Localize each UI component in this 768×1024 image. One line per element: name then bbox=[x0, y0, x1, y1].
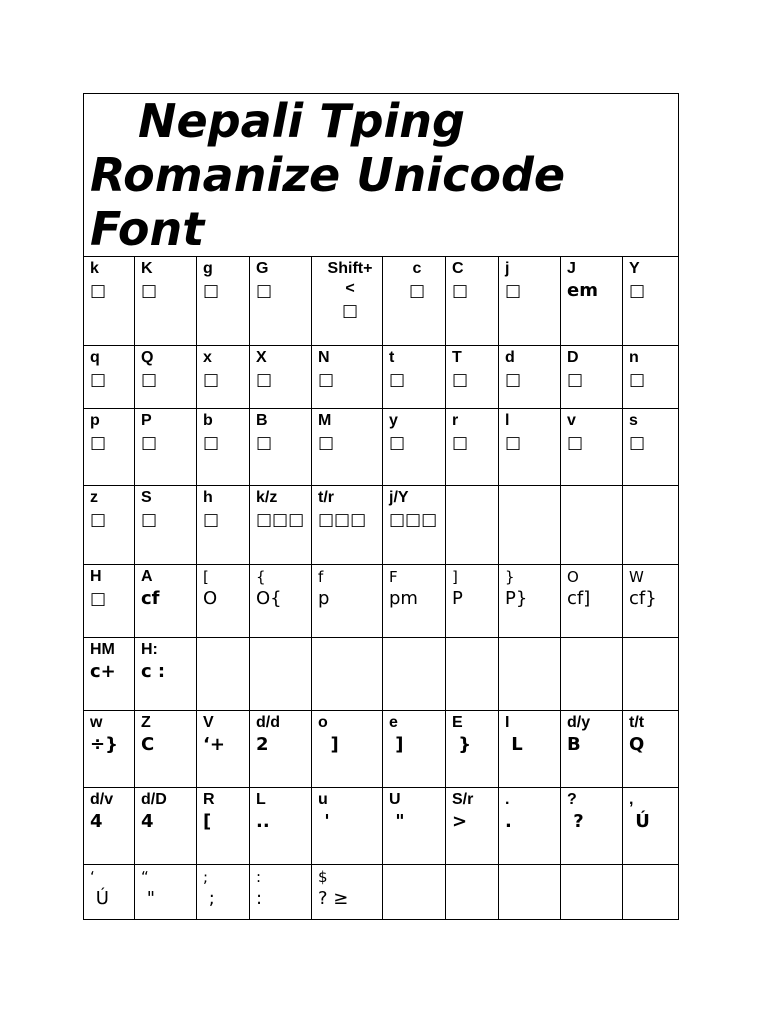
glyph-output: P bbox=[452, 588, 463, 609]
keymap-cell bbox=[250, 257, 312, 346]
keymap-cell bbox=[312, 257, 383, 346]
keymap-cell bbox=[499, 711, 561, 788]
key-label: F bbox=[389, 568, 398, 586]
keymap-row bbox=[84, 565, 679, 638]
key-label: . bbox=[505, 791, 510, 808]
keymap-row bbox=[84, 865, 679, 920]
keymap-cell bbox=[499, 257, 561, 346]
glyph-output: □ bbox=[203, 281, 220, 301]
keymap-cell bbox=[623, 257, 679, 346]
key-label: s bbox=[629, 412, 638, 429]
glyph-output: " bbox=[389, 811, 405, 832]
keymap-cell bbox=[84, 409, 135, 486]
keymap-cell bbox=[312, 711, 383, 788]
keymap-cell bbox=[135, 565, 197, 638]
glyph-output: □ bbox=[141, 281, 158, 301]
glyph-output: ? bbox=[567, 811, 584, 832]
glyph-output: } bbox=[452, 734, 472, 755]
key-label: Z bbox=[141, 714, 151, 731]
keymap-cell bbox=[446, 711, 499, 788]
glyph-output: □ bbox=[408, 281, 426, 301]
keymap-cell bbox=[623, 711, 679, 788]
keymap-cell bbox=[312, 865, 383, 920]
key-label: T bbox=[452, 349, 462, 366]
glyph-output: c+ bbox=[90, 661, 116, 682]
keymap-cell bbox=[446, 257, 499, 346]
glyph-output: 4 bbox=[90, 811, 103, 832]
keymap-cell bbox=[623, 638, 679, 711]
keymap-cell bbox=[84, 346, 135, 409]
key-label: c bbox=[412, 260, 422, 277]
key-label: z bbox=[90, 489, 98, 506]
key-label: P bbox=[141, 412, 152, 429]
key-label: I bbox=[505, 714, 510, 731]
key-label: v bbox=[567, 412, 576, 429]
keymap-cell bbox=[135, 865, 197, 920]
keymap-cell bbox=[561, 788, 623, 865]
keymap-cell bbox=[446, 409, 499, 486]
glyph-output: cf} bbox=[629, 588, 657, 609]
glyph-output: ] bbox=[389, 734, 404, 755]
keymap-cell bbox=[197, 865, 250, 920]
glyph-output: 2 bbox=[256, 734, 269, 755]
nepali-keymap-table bbox=[83, 93, 679, 920]
glyph-output: O{ bbox=[256, 588, 282, 609]
keymap-cell bbox=[197, 565, 250, 638]
key-label: N bbox=[318, 349, 330, 366]
glyph-output: C bbox=[141, 734, 155, 755]
keymap-cell bbox=[84, 486, 135, 565]
glyph-output: > bbox=[452, 811, 468, 832]
key-label: H: bbox=[141, 641, 158, 658]
keymap-cell bbox=[312, 486, 383, 565]
key-label: n bbox=[629, 349, 639, 366]
glyph-output: □ bbox=[389, 370, 406, 390]
keymap-cell bbox=[623, 409, 679, 486]
keymap-cell bbox=[499, 565, 561, 638]
glyph-output: □□□ bbox=[256, 510, 305, 530]
key-label: d bbox=[505, 349, 515, 366]
key-label: X bbox=[256, 349, 267, 366]
key-label: { bbox=[256, 568, 266, 586]
glyph-output: ' bbox=[318, 811, 330, 832]
keymap-cell bbox=[197, 409, 250, 486]
glyph-output: p bbox=[318, 588, 330, 609]
glyph-output: [ bbox=[203, 811, 212, 832]
key-label: b bbox=[203, 412, 213, 429]
glyph-output: Ú bbox=[90, 888, 109, 909]
glyph-output: □ bbox=[629, 370, 646, 390]
key-label: ] bbox=[452, 568, 458, 586]
glyph-output: L bbox=[505, 734, 523, 755]
key-label: O bbox=[567, 568, 579, 586]
glyph-output: □ bbox=[203, 433, 220, 453]
key-label: t/t bbox=[629, 714, 645, 731]
key-label: $ bbox=[318, 868, 328, 886]
key-label: k bbox=[90, 260, 99, 277]
key-label: f bbox=[318, 568, 324, 586]
key-label: t bbox=[389, 349, 395, 366]
glyph-output: □ bbox=[90, 589, 107, 609]
keymap-cell bbox=[561, 346, 623, 409]
keymap-cell bbox=[84, 865, 135, 920]
key-label: U bbox=[389, 791, 401, 808]
keymap-row bbox=[84, 638, 679, 711]
keymap-cell bbox=[623, 565, 679, 638]
keymap-row bbox=[84, 788, 679, 865]
key-label: ; bbox=[203, 868, 209, 886]
keymap-cell bbox=[446, 788, 499, 865]
key-label: k/z bbox=[256, 489, 278, 506]
glyph-output: Ú bbox=[629, 811, 650, 832]
keymap-cell bbox=[383, 409, 446, 486]
key-label: p bbox=[90, 412, 100, 429]
keymap-cell bbox=[561, 865, 623, 920]
keymap-cell bbox=[135, 409, 197, 486]
keymap-cell bbox=[383, 638, 446, 711]
keymap-cell bbox=[197, 486, 250, 565]
glyph-output: □ bbox=[629, 433, 646, 453]
key-label: A bbox=[141, 568, 153, 585]
keymap-cell bbox=[250, 565, 312, 638]
glyph-output: □ bbox=[318, 433, 335, 453]
keymap-cell bbox=[250, 788, 312, 865]
key-label: t/r bbox=[318, 489, 334, 506]
glyph-output: □ bbox=[256, 370, 273, 390]
glyph-output: □ bbox=[389, 433, 406, 453]
keymap-cell bbox=[446, 565, 499, 638]
key-label: S bbox=[141, 489, 152, 506]
glyph-output: cf bbox=[141, 588, 160, 609]
glyph-output: □ bbox=[90, 433, 107, 453]
keymap-cell bbox=[446, 346, 499, 409]
keymap-cell bbox=[250, 638, 312, 711]
key-label: R bbox=[203, 791, 215, 808]
key-label: M bbox=[318, 412, 332, 429]
keymap-cell bbox=[499, 865, 561, 920]
keymap-cell bbox=[623, 346, 679, 409]
key-label: , bbox=[629, 791, 634, 808]
key-label: : bbox=[256, 868, 262, 886]
keymap-cell bbox=[312, 346, 383, 409]
glyph-output: ? ≥ bbox=[318, 888, 349, 909]
key-label: Shift+ bbox=[327, 260, 373, 277]
glyph-output: pm bbox=[389, 588, 418, 609]
glyph-output: c : bbox=[141, 661, 166, 682]
key-label: r bbox=[452, 412, 459, 429]
keymap-cell bbox=[446, 638, 499, 711]
key-label: Q bbox=[141, 349, 154, 366]
keymap-cell bbox=[383, 257, 446, 346]
key-label: d/D bbox=[141, 791, 167, 808]
keymap-cell bbox=[197, 711, 250, 788]
key-label: G bbox=[256, 260, 269, 277]
keymap-cell bbox=[84, 565, 135, 638]
key-label: Y bbox=[629, 260, 640, 277]
key-label: g bbox=[203, 260, 213, 277]
key-label: S/r bbox=[452, 791, 474, 808]
title-line-2: Romanize Unicode bbox=[90, 148, 566, 202]
key-label: L bbox=[256, 791, 266, 808]
glyph-output: □ bbox=[90, 281, 107, 301]
glyph-output: □ bbox=[141, 433, 158, 453]
glyph-output: 4 bbox=[141, 811, 154, 832]
key-label: } bbox=[505, 568, 515, 586]
keymap-cell bbox=[561, 409, 623, 486]
keymap-cell bbox=[383, 565, 446, 638]
glyph-output: □ bbox=[203, 370, 220, 390]
key-label: q bbox=[90, 349, 100, 366]
key-label: HM bbox=[90, 641, 115, 658]
keymap-cell bbox=[561, 565, 623, 638]
keymap-row bbox=[84, 409, 679, 486]
glyph-output: " bbox=[141, 888, 156, 909]
keymap-cell bbox=[623, 865, 679, 920]
key-label: W bbox=[629, 568, 644, 586]
key-label: ‘ bbox=[90, 868, 95, 886]
key-label: B bbox=[256, 412, 268, 429]
key-label: e bbox=[389, 714, 398, 731]
glyph-output: □ bbox=[90, 510, 107, 530]
glyph-output: □ bbox=[452, 433, 469, 453]
key-label: D bbox=[567, 349, 579, 366]
key-label: w bbox=[90, 714, 103, 731]
glyph-output: □□□ bbox=[389, 510, 438, 530]
key-label: l bbox=[505, 412, 510, 429]
key-label: J bbox=[567, 260, 576, 277]
key-label: d/d bbox=[256, 714, 280, 731]
keymap-cell bbox=[135, 711, 197, 788]
keymap-cell bbox=[250, 865, 312, 920]
glyph-output: □ bbox=[203, 510, 220, 530]
keymap-cell bbox=[499, 486, 561, 565]
glyph-output: □ bbox=[341, 301, 359, 321]
key-label: H bbox=[90, 568, 102, 585]
key-label: j bbox=[505, 260, 510, 277]
key-label: x bbox=[203, 349, 212, 366]
keymap-cell bbox=[135, 486, 197, 565]
glyph-output: □ bbox=[629, 281, 646, 301]
glyph-output: □ bbox=[318, 370, 335, 390]
keymap-cell bbox=[197, 257, 250, 346]
keymap-cell bbox=[84, 711, 135, 788]
glyph-output: □ bbox=[452, 370, 469, 390]
keymap-cell bbox=[312, 565, 383, 638]
keymap-cell bbox=[561, 486, 623, 565]
key-label: C bbox=[452, 260, 464, 277]
keymap-cell bbox=[250, 409, 312, 486]
glyph-output: : bbox=[256, 888, 263, 909]
glyph-output: cf] bbox=[567, 588, 591, 609]
glyph-output: □ bbox=[567, 370, 584, 390]
key-label: u bbox=[318, 791, 328, 808]
keymap-cell bbox=[312, 409, 383, 486]
key-label: o bbox=[318, 714, 328, 731]
keymap-cell bbox=[84, 638, 135, 711]
keymap-cell bbox=[197, 638, 250, 711]
glyph-output: ÷} bbox=[90, 734, 118, 755]
keymap-cell bbox=[623, 788, 679, 865]
keymap-cell bbox=[561, 638, 623, 711]
glyph-output: B bbox=[567, 734, 581, 755]
keymap-cell bbox=[135, 346, 197, 409]
glyph-output: ; bbox=[203, 888, 215, 909]
keymap-cell bbox=[623, 486, 679, 565]
keymap-cell bbox=[446, 486, 499, 565]
keymap-cell bbox=[135, 638, 197, 711]
keymap-row bbox=[84, 486, 679, 565]
keymap-cell bbox=[383, 486, 446, 565]
key-label: “ bbox=[141, 868, 149, 886]
glyph-output: □ bbox=[256, 281, 273, 301]
glyph-output: □ bbox=[505, 281, 522, 301]
title-line-1: Nepali Tping bbox=[138, 94, 465, 148]
keymap-cell bbox=[499, 409, 561, 486]
keymap-cell bbox=[383, 865, 446, 920]
keymap-cell bbox=[250, 711, 312, 788]
glyph-output: □ bbox=[505, 370, 522, 390]
keymap-cell bbox=[197, 788, 250, 865]
keymap-cell bbox=[499, 638, 561, 711]
glyph-output: P} bbox=[505, 588, 528, 609]
keymap-cell bbox=[499, 346, 561, 409]
document-title bbox=[84, 94, 679, 257]
glyph-output: ] bbox=[318, 734, 339, 755]
title-row bbox=[84, 94, 679, 257]
keymap-cell bbox=[135, 257, 197, 346]
keymap-row bbox=[84, 711, 679, 788]
keymap-cell bbox=[135, 788, 197, 865]
glyph-output: □ bbox=[256, 433, 273, 453]
glyph-output: □ bbox=[567, 433, 584, 453]
glyph-output: □□□ bbox=[318, 510, 367, 530]
glyph-output: O bbox=[203, 588, 218, 609]
keymap-row bbox=[84, 257, 679, 346]
glyph-output: □ bbox=[141, 510, 158, 530]
key-label: h bbox=[203, 489, 213, 506]
keymap-cell bbox=[561, 257, 623, 346]
keymap-cell bbox=[312, 788, 383, 865]
key-label: d/y bbox=[567, 714, 591, 731]
keymap-cell bbox=[312, 638, 383, 711]
keymap-cell bbox=[197, 346, 250, 409]
keymap-cell bbox=[561, 711, 623, 788]
glyph-output: em bbox=[567, 280, 598, 301]
glyph-output: □ bbox=[452, 281, 469, 301]
keymap-cell bbox=[250, 486, 312, 565]
keymap-cell bbox=[499, 788, 561, 865]
key-label: j/Y bbox=[389, 489, 409, 506]
glyph-output: □ bbox=[90, 370, 107, 390]
keymap-row bbox=[84, 346, 679, 409]
keymap-cell bbox=[383, 346, 446, 409]
keymap-cell bbox=[446, 865, 499, 920]
key-label: d/v bbox=[90, 791, 114, 808]
key-label: E bbox=[452, 714, 463, 731]
key-label: [ bbox=[203, 568, 209, 586]
keymap-cell bbox=[250, 346, 312, 409]
keymap-cell bbox=[383, 788, 446, 865]
key-label: V bbox=[203, 714, 214, 731]
key-label: K bbox=[141, 260, 153, 277]
glyph-output: ‘+ bbox=[203, 734, 225, 755]
key-label: ? bbox=[567, 791, 577, 808]
keymap-cell bbox=[84, 257, 135, 346]
key-label: y bbox=[389, 412, 398, 429]
glyph-output: □ bbox=[505, 433, 522, 453]
glyph-output: . bbox=[505, 811, 512, 832]
key-label-secondary: < bbox=[345, 280, 355, 297]
keymap-cell bbox=[383, 711, 446, 788]
glyph-output: .. bbox=[256, 811, 270, 832]
glyph-output: □ bbox=[141, 370, 158, 390]
glyph-output: Q bbox=[629, 734, 645, 755]
keymap-cell bbox=[84, 788, 135, 865]
title-line-3: Font bbox=[90, 202, 205, 256]
